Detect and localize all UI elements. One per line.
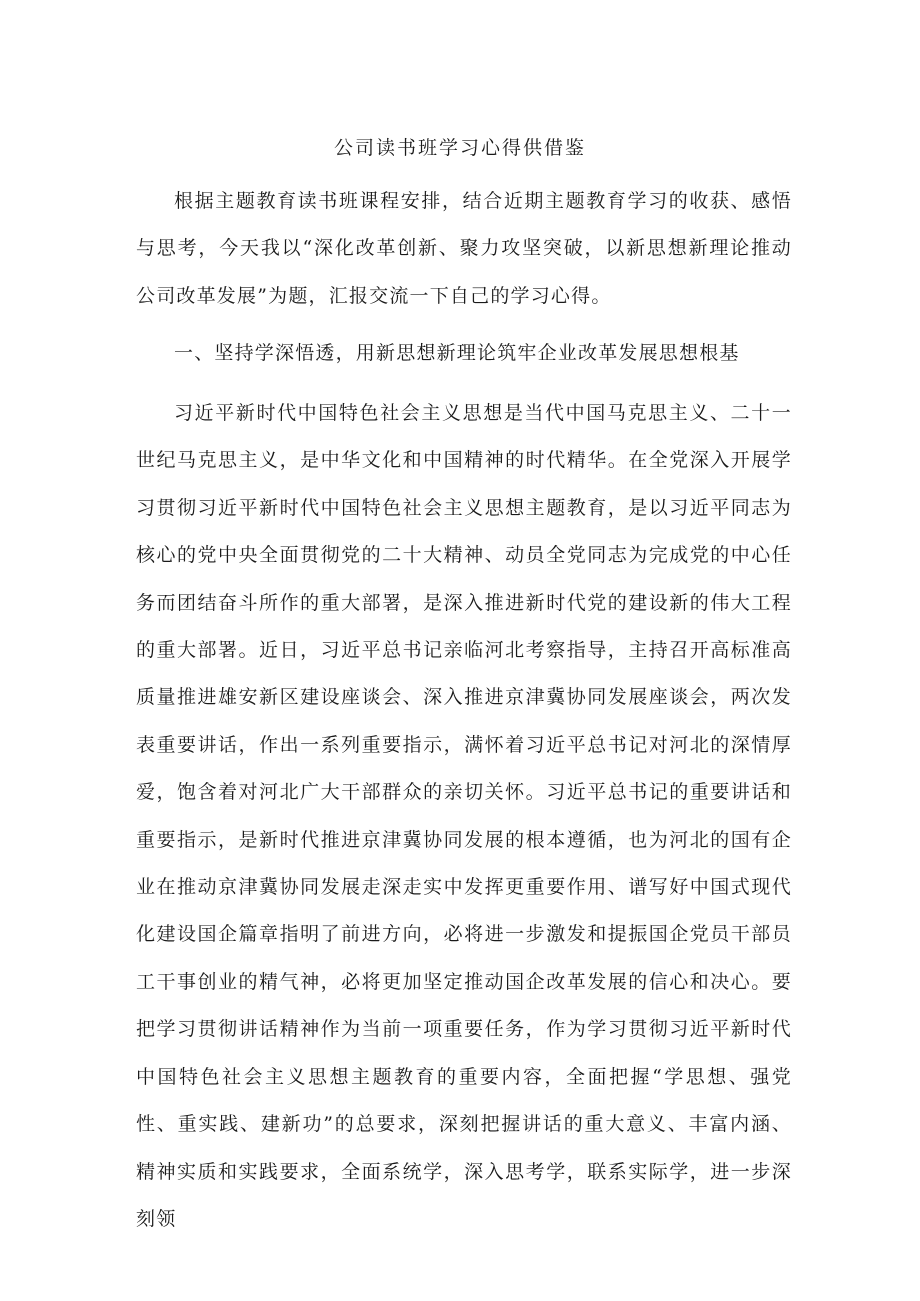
section-heading-1: 一、坚持学深悟透，用新思想新理论筑牢企业改革发展思想根基: [174, 342, 740, 364]
paragraph-intro: 根据主题教育读书班课程安排，结合近期主题教育学习的收获、感悟与思考，今天我以“深化改革创新、聚力攻坚突破，以新思想新理论推动公司改革发展”为题，汇报交流一下自己的学习心得。: [136, 190, 792, 307]
paragraph-body-1: 习近平新时代中国特色社会主义思想是当代中国马克思主义、二十一世纪马克思主义，是中华文化和中国精神的时代精华。在全党深入开展学习贯彻习近平新时代中国特色社会主义思想主题教育，是以习近平同志为核心的党中央全面贯彻党的二十大精神、动员全党同志为完成党的中心任务而团结奋斗所作的重大部署，是深入推进新时代党的建设新的伟大工程的重大部署。近日，习近平总书记亲临河北考察指导，主持召开高标准高质量推进雄安新区建设座谈会、深入推进京津冀协同发展座谈会，两次发表重要讲话，作出一系列重要指示，满怀着习近平总书记对河北的深情厚爱，饱含着对河北广大干部群众的亲切关怀。习近平总书记的重要讲话和重要指示，是新时代推进京津冀协同发展的根本遵循，也为河北的国有企业在推动京津冀协同发展走深走实中发挥更重要作用、谱写好中国式现代化建设国企篇章指明了前进方向，必将进一步激发和提振国企党员干部员工干事创业的精气神，必将更加坚定推动国企改革发展的信心和决心。要把学习贯彻讲话精神作为当前一项重要任务，作为学习贯彻习近平新时代中国特色社会主义思想主题教育的重要内容，全面把握“学思想、强党性、重实践、建新功”的总要求，深刻把握讲话的重大意义、丰富内涵、精神实质和实践要求，全面系统学，深入思考学，联系实际学，进一步深刻领: [136, 402, 792, 1230]
document-title: 公司读书班学习心得供借鉴: [333, 137, 586, 159]
